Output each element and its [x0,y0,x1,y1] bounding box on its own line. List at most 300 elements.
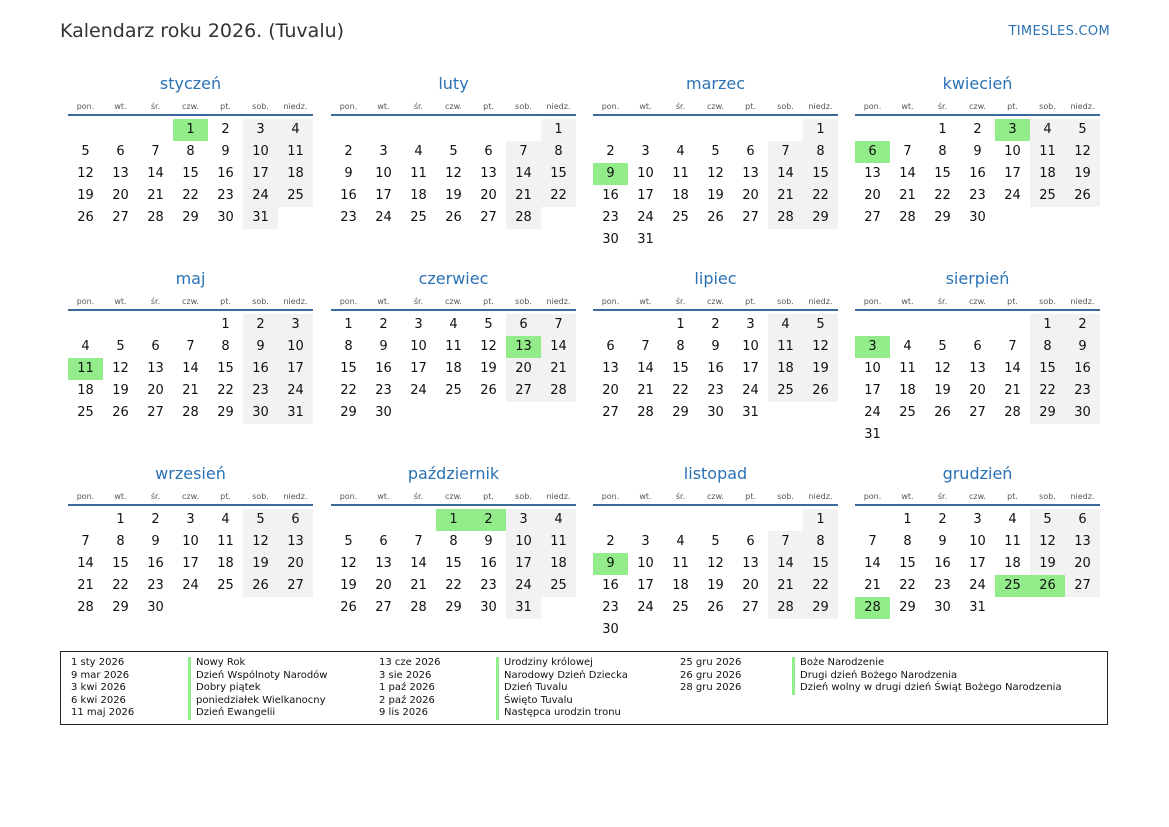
day-cell: 4 [449,317,458,332]
month-name: kwiecień [942,74,1013,93]
day-cell: 4 [903,339,912,354]
day-cell: 20 [969,383,986,398]
day-cell: 4 [1043,122,1052,137]
day-cell: 18 [77,383,94,398]
day-cell: 24 [252,188,269,203]
day-cell: 29 [812,210,829,225]
day-grid [68,509,313,641]
weekday-label: pt. [745,297,756,306]
day-cell: 10 [742,339,759,354]
legend-date: 28 gru 2026 [680,682,742,694]
day-cell: 31 [742,405,759,420]
day-cell: 23 [252,383,269,398]
weekday-header [855,489,1100,504]
day-cell: 10 [375,166,392,181]
day-cell: 2 [938,512,947,527]
month-name: maj [175,269,206,288]
day-cell: 15 [812,166,829,181]
day-cell: 10 [515,534,532,549]
day-cell: 23 [934,578,951,593]
day-cell: 9 [151,534,160,549]
weekday-label: pon. [76,102,95,111]
day-cell: 15 [934,166,951,181]
day-cell: 5 [344,534,353,549]
day-cell: 21 [410,578,427,593]
weekday-label: pt. [220,102,231,111]
day-cell: 4 [1008,512,1017,527]
day-cell: 22 [899,578,916,593]
month-divider [855,309,1100,311]
day-cell: 5 [711,144,720,159]
day-cell: 16 [602,188,619,203]
day-cell: 12 [707,166,724,181]
day-cell: 18 [410,188,427,203]
weekday-label: czw. [969,492,986,501]
weekday-label: śr. [413,492,424,501]
holiday-legend [60,651,1108,725]
weekday-label: wt. [377,297,390,306]
day-cell: 16 [934,556,951,571]
weekday-label: niedz. [1070,492,1095,501]
month-name: marzec [685,74,745,93]
legend-date: 6 kwi 2026 [71,694,126,706]
weekday-label: czw. [445,492,462,501]
month-divider [593,114,838,116]
weekday-label: czw. [445,297,462,306]
day-cell: 7 [519,144,528,159]
legend-date: 9 mar 2026 [71,669,130,681]
month-block [855,73,1100,225]
day-cell: 17 [252,166,269,181]
day-cell: 7 [781,534,790,549]
legend-holiday-name: Dzień Ewangelii [188,707,327,720]
day-cell: 23 [375,383,392,398]
day-cell: 4 [554,512,563,527]
day-cell: 20 [864,188,881,203]
day-cell: 3 [641,534,650,549]
day-cell: 9 [344,166,353,181]
day-cell: 13 [864,166,881,181]
day-cell: 18 [1039,166,1056,181]
legend-date: 3 sie 2026 [379,669,432,681]
month-block [855,268,1100,442]
day-cell: 28 [147,210,164,225]
holiday-day: 2 [471,509,506,531]
day-cell: 14 [637,361,654,376]
day-cell: 24 [182,578,199,593]
site-link[interactable]: TIMESLES.COM [1008,24,1110,39]
day-cell: 1 [938,122,947,137]
weekday-label: niedz. [546,297,571,306]
day-cell: 1 [554,122,563,137]
legend-holiday-name: poniedziałek Wielkanocny [188,695,327,708]
day-grid [68,314,313,446]
holiday-day: 28 [855,597,890,619]
month-divider [331,114,576,116]
day-cell: 25 [410,210,427,225]
day-cell: 5 [1078,122,1087,137]
month-divider [593,504,838,506]
day-cell: 19 [77,188,94,203]
day-cell: 2 [256,317,265,332]
month-divider [855,504,1100,506]
day-cell: 12 [252,534,269,549]
day-cell: 23 [340,210,357,225]
day-cell: 19 [112,383,129,398]
weekday-label: niedz. [283,492,308,501]
day-cell: 14 [777,166,794,181]
day-cell: 21 [147,188,164,203]
day-cell: 19 [1039,556,1056,571]
weekday-label: niedz. [808,297,833,306]
day-cell: 10 [1004,144,1021,159]
day-cell: 28 [550,383,567,398]
day-cell: 24 [969,578,986,593]
legend-holiday-name: Narodowy Dzień Dziecka [496,670,628,683]
day-cell: 7 [414,534,423,549]
weekday-label: sob. [252,297,269,306]
month-block [331,268,576,420]
month-block [593,463,838,637]
weekday-header [331,489,576,504]
day-cell: 29 [340,405,357,420]
weekday-label: niedz. [808,102,833,111]
day-cell: 5 [256,512,265,527]
weekday-label: czw. [969,297,986,306]
day-cell: 19 [480,361,497,376]
weekday-label: sob. [1039,492,1056,501]
day-cell: 3 [291,317,300,332]
day-cell: 16 [1074,361,1091,376]
day-cell: 7 [781,144,790,159]
day-cell: 5 [484,317,493,332]
day-cell: 22 [1039,383,1056,398]
weekday-label: wt. [639,102,652,111]
day-cell: 26 [707,600,724,615]
day-cell: 6 [151,339,160,354]
day-cell: 29 [217,405,234,420]
day-cell: 30 [480,600,497,615]
month-divider [68,114,313,116]
day-cell: 14 [182,361,199,376]
day-cell: 12 [707,556,724,571]
weekday-label: wt. [901,492,914,501]
day-cell: 21 [777,578,794,593]
day-cell: 8 [449,534,458,549]
weekday-label: pon. [601,297,620,306]
day-cell: 17 [287,361,304,376]
weekday-header [593,489,838,504]
month-block [855,463,1100,615]
day-cell: 7 [81,534,90,549]
day-cell: 11 [1039,144,1056,159]
day-cell: 30 [252,405,269,420]
day-cell: 14 [410,556,427,571]
day-cell: 2 [711,317,720,332]
day-cell: 20 [112,188,129,203]
day-cell: 31 [252,210,269,225]
day-cell: 9 [484,534,493,549]
day-cell: 4 [81,339,90,354]
month-name: wrzesień [155,464,226,483]
day-cell: 12 [812,339,829,354]
day-grid [68,119,313,251]
day-cell: 25 [777,383,794,398]
weekday-header [855,294,1100,309]
day-cell: 5 [81,144,90,159]
day-cell: 16 [217,166,234,181]
day-cell: 19 [1074,166,1091,181]
day-cell: 25 [1039,188,1056,203]
day-cell: 15 [112,556,129,571]
legend-holiday-name: Boże Narodzenie [792,657,1062,670]
day-cell: 8 [1043,339,1052,354]
day-cell: 28 [777,210,794,225]
weekday-label: wt. [377,492,390,501]
day-cell: 14 [1004,361,1021,376]
month-name: czerwiec [418,269,489,288]
day-cell: 11 [217,534,234,549]
weekday-label: sob. [515,297,532,306]
day-cell: 21 [1004,383,1021,398]
day-cell: 2 [973,122,982,137]
weekday-header [331,99,576,114]
day-cell: 5 [816,317,825,332]
day-cell: 25 [287,188,304,203]
weekday-label: pon. [339,297,358,306]
day-cell: 30 [375,405,392,420]
day-cell: 23 [602,600,619,615]
day-cell: 20 [147,383,164,398]
month-name: grudzień [942,464,1013,483]
holiday-day: 26 [1030,575,1065,597]
weekday-header [331,294,576,309]
day-grid [855,119,1100,251]
day-cell: 10 [637,556,654,571]
day-cell: 7 [868,534,877,549]
weekday-label: pon. [76,492,95,501]
day-cell: 20 [480,188,497,203]
day-cell: 2 [1078,317,1087,332]
day-cell: 6 [519,317,528,332]
weekday-label: wt. [114,297,127,306]
day-cell: 20 [742,578,759,593]
month-divider [331,309,576,311]
day-cell: 28 [515,210,532,225]
day-cell: 4 [676,534,685,549]
weekday-label: pt. [745,102,756,111]
day-cell: 17 [410,361,427,376]
weekday-label: niedz. [283,297,308,306]
day-cell: 27 [1074,578,1091,593]
weekday-label: śr. [150,297,161,306]
month-name: październik [407,464,500,483]
weekday-label: pon. [339,102,358,111]
day-cell: 7 [641,339,650,354]
day-cell: 1 [816,122,825,137]
day-cell: 27 [287,578,304,593]
day-cell: 28 [77,600,94,615]
weekday-label: wt. [901,102,914,111]
month-divider [68,309,313,311]
day-cell: 27 [375,600,392,615]
day-cell: 30 [602,232,619,247]
day-cell: 7 [151,144,160,159]
day-cell: 15 [1039,361,1056,376]
weekday-label: sob. [252,492,269,501]
legend-date: 11 maj 2026 [71,707,135,719]
day-cell: 21 [899,188,916,203]
day-cell: 14 [777,556,794,571]
month-block [68,463,313,615]
day-cell: 20 [515,361,532,376]
day-cell: 24 [1004,188,1021,203]
weekday-label: niedz. [1070,102,1095,111]
day-cell: 11 [1004,534,1021,549]
weekday-label: sob. [252,102,269,111]
weekday-label: pon. [863,102,882,111]
day-cell: 9 [973,144,982,159]
day-cell: 23 [969,188,986,203]
day-cell: 30 [1074,405,1091,420]
day-cell: 16 [480,556,497,571]
day-cell: 29 [112,600,129,615]
day-cell: 2 [606,144,615,159]
day-cell: 12 [934,361,951,376]
day-cell: 22 [550,188,567,203]
day-cell: 29 [934,210,951,225]
weekday-label: pt. [483,297,494,306]
day-cell: 3 [379,144,388,159]
weekday-label: czw. [707,102,724,111]
day-cell: 18 [672,578,689,593]
weekday-label: czw. [182,102,199,111]
day-cell: 28 [410,600,427,615]
day-cell: 13 [112,166,129,181]
day-cell: 6 [1078,512,1087,527]
day-cell: 17 [515,556,532,571]
day-cell: 2 [606,534,615,549]
legend-date-column [71,657,134,720]
legend-date: 9 lis 2026 [379,707,428,719]
weekday-label: pon. [76,297,95,306]
day-cell: 21 [864,578,881,593]
day-cell: 29 [445,600,462,615]
day-cell: 16 [147,556,164,571]
day-cell: 26 [340,600,357,615]
weekday-label: niedz. [283,102,308,111]
day-cell: 29 [1039,405,1056,420]
day-cell: 6 [116,144,125,159]
day-cell: 6 [606,339,615,354]
weekday-label: pon. [863,297,882,306]
day-cell: 16 [252,361,269,376]
weekday-label: pt. [483,492,494,501]
day-cell: 15 [899,556,916,571]
month-name: luty [438,74,469,93]
day-cell: 3 [186,512,195,527]
day-cell: 21 [777,188,794,203]
day-cell: 20 [602,383,619,398]
day-cell: 18 [1004,556,1021,571]
day-cell: 4 [414,144,423,159]
day-cell: 1 [816,512,825,527]
day-cell: 17 [969,556,986,571]
legend-date: 1 sty 2026 [71,657,125,668]
legend-holiday-name: Dzień Tuvalu [496,682,628,695]
day-cell: 30 [602,622,619,637]
day-cell: 8 [344,339,353,354]
month-block [331,73,576,225]
day-grid [593,314,838,446]
day-cell: 19 [934,383,951,398]
day-cell: 13 [742,166,759,181]
day-cell: 23 [707,383,724,398]
day-cell: 22 [217,383,234,398]
weekday-label: wt. [639,297,652,306]
legend-holiday-name: Urodziny królowej [496,657,628,670]
day-cell: 16 [602,578,619,593]
day-cell: 10 [637,166,654,181]
day-cell: 24 [287,383,304,398]
day-cell: 15 [217,361,234,376]
day-cell: 12 [112,361,129,376]
day-cell: 31 [969,600,986,615]
month-block [68,268,313,420]
weekday-label: śr. [413,102,424,111]
day-cell: 20 [1074,556,1091,571]
day-cell: 14 [550,339,567,354]
month-block [593,268,838,420]
day-cell: 16 [707,361,724,376]
day-cell: 22 [445,578,462,593]
day-cell: 26 [112,405,129,420]
day-cell: 6 [291,512,300,527]
day-cell: 8 [816,144,825,159]
day-cell: 19 [707,188,724,203]
day-cell: 14 [77,556,94,571]
month-name: sierpień [945,269,1010,288]
day-cell: 31 [637,232,654,247]
day-cell: 8 [554,144,563,159]
day-cell: 11 [550,534,567,549]
legend-date: 1 paź 2026 [379,682,435,694]
day-cell: 1 [903,512,912,527]
day-cell: 4 [781,317,790,332]
day-cell: 22 [812,578,829,593]
day-cell: 28 [182,405,199,420]
day-cell: 12 [445,166,462,181]
day-cell: 30 [969,210,986,225]
day-cell: 26 [445,210,462,225]
day-cell: 19 [340,578,357,593]
day-cell: 27 [112,210,129,225]
holiday-day: 1 [173,119,208,141]
day-cell: 22 [182,188,199,203]
weekday-label: sob. [1039,102,1056,111]
weekday-label: sob. [1039,297,1056,306]
day-cell: 17 [182,556,199,571]
day-cell: 13 [287,534,304,549]
day-cell: 1 [116,512,125,527]
day-cell: 1 [1043,317,1052,332]
day-cell: 8 [938,144,947,159]
day-grid [331,314,576,446]
weekday-label: śr. [937,297,948,306]
weekday-label: pt. [220,297,231,306]
day-cell: 18 [217,556,234,571]
day-cell: 9 [256,339,265,354]
